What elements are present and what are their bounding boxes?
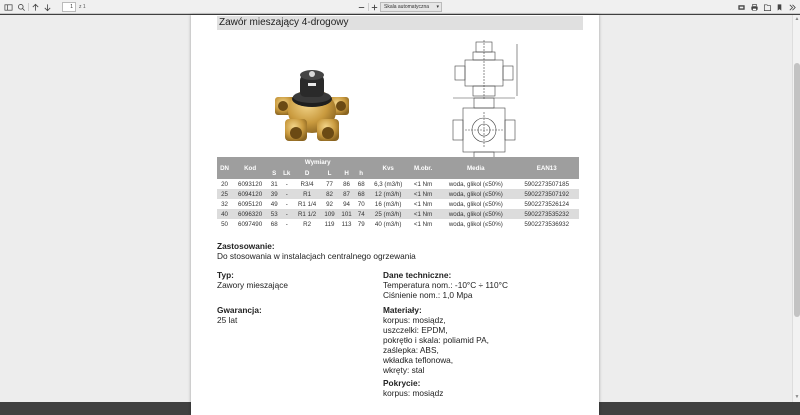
warranty-section	[217, 305, 367, 325]
table-cell: 6096320	[232, 209, 268, 219]
table-cell: 31	[268, 179, 280, 189]
table-cell: 77	[321, 179, 338, 189]
table-cell: 119	[321, 219, 338, 229]
table-cell: 16 (m3/h)	[367, 199, 409, 209]
table-cell: 92	[321, 199, 338, 209]
table-cell: woda, glikol (≤50%)	[437, 209, 514, 219]
th-kod: Kod	[232, 157, 268, 179]
table-cell: R1 1/4	[293, 199, 321, 209]
table-cell: 50	[217, 219, 232, 229]
materials-line: korpus: mosiądz,	[383, 315, 446, 325]
arrow-down-icon	[43, 3, 52, 12]
bookmark-icon	[775, 3, 784, 12]
warranty-heading: Gwarancja:	[217, 305, 262, 315]
zoom-in-button[interactable]	[369, 2, 379, 12]
table-cell: -	[280, 219, 293, 229]
table-cell: R3/4	[293, 179, 321, 189]
table-cell: 25 (m3/h)	[367, 209, 409, 219]
find-button[interactable]	[16, 2, 26, 12]
table-cell: woda, glikol (≤50%)	[437, 199, 514, 209]
arrow-up-icon	[31, 3, 40, 12]
usage-heading: Zastosowanie:	[217, 241, 275, 251]
table-row	[217, 179, 579, 189]
table-cell: 70	[355, 199, 367, 209]
table-cell: <1 Nm	[409, 219, 437, 229]
usage-text: Do stosowania w instalacjach centralnego ogrzewania	[217, 251, 416, 261]
vertical-scrollbar[interactable]	[792, 15, 800, 402]
table-cell: 5902273535232	[514, 209, 579, 219]
table-cell: 39	[268, 189, 280, 199]
page-number-input[interactable]: 1	[62, 2, 76, 12]
table-cell: woda, glikol (≤50%)	[437, 189, 514, 199]
plus-icon	[370, 3, 379, 12]
table-cell: 6094120	[232, 189, 268, 199]
materials-line: wkładka teflonowa,	[383, 355, 454, 365]
chevron-down-icon: ▾	[436, 4, 439, 10]
materials-line: zaślepka: ABS,	[383, 345, 439, 355]
materials-line: wkręty: stal	[383, 365, 425, 375]
scroll-up-icon[interactable]: ▲	[794, 16, 800, 22]
bookmark-button[interactable]	[774, 2, 784, 12]
table-cell: R1 1/2	[293, 209, 321, 219]
table-cell: 86	[338, 179, 355, 189]
th-group-wymiary: Wymiary	[268, 157, 367, 168]
pdf-page	[191, 15, 599, 415]
save-button[interactable]	[762, 2, 772, 12]
th-kvs: Kvs	[367, 157, 409, 179]
table-cell: -	[280, 189, 293, 199]
page-count: z 1	[79, 4, 86, 10]
table-cell: 68	[355, 179, 367, 189]
valve-photo	[271, 53, 353, 151]
previous-page-button[interactable]	[30, 2, 40, 12]
th-l: L	[321, 168, 338, 179]
type-text: Zawory mieszające	[217, 280, 289, 290]
table-cell: 6,3 (m3/h)	[367, 179, 409, 189]
table-row	[217, 189, 579, 199]
table-cell: 12 (m3/h)	[367, 189, 409, 199]
table-cell: 109	[321, 209, 338, 219]
scrollbar-thumb[interactable]	[794, 63, 800, 317]
th-s: S	[268, 168, 280, 179]
table-cell: 87	[338, 189, 355, 199]
spec-table	[217, 157, 579, 229]
table-cell: 68	[268, 219, 280, 229]
table-cell: <1 Nm	[409, 209, 437, 219]
presentation-icon	[737, 3, 746, 12]
coating-heading: Pokrycie:	[383, 378, 421, 388]
table-cell: 113	[338, 219, 355, 229]
th-media: Media	[437, 157, 514, 179]
table-cell: -	[280, 209, 293, 219]
page-title: Zawór mieszający 4-drogowy	[217, 16, 583, 30]
table-cell: 6095120	[232, 199, 268, 209]
toolbar-separator	[28, 3, 29, 11]
print-button[interactable]	[749, 2, 759, 12]
technical-drawing	[451, 40, 521, 170]
type-heading: Typ:	[217, 270, 234, 280]
table-cell: woda, glikol (≤50%)	[437, 219, 514, 229]
materials-line: pokrętło i skala: poliamid PA,	[383, 335, 489, 345]
table-row	[217, 199, 579, 209]
table-cell: 79	[355, 219, 367, 229]
table-cell: 5902273507192	[514, 189, 579, 199]
sidebar-icon	[4, 3, 13, 12]
table-cell: 40 (m3/h)	[367, 219, 409, 229]
th-mobr: M.obr.	[409, 157, 437, 179]
tools-button[interactable]	[787, 2, 797, 12]
materials-heading: Materiały:	[383, 305, 422, 315]
table-cell: -	[280, 179, 293, 189]
table-cell: woda, glikol (≤50%)	[437, 179, 514, 189]
table-row	[217, 209, 579, 219]
tech-heading: Dane techniczne:	[383, 270, 452, 280]
table-cell: 5902273507185	[514, 179, 579, 189]
th-lk: Lk	[280, 168, 293, 179]
table-cell: 74	[355, 209, 367, 219]
table-cell: 32	[217, 199, 232, 209]
th-h: H	[338, 168, 355, 179]
table-cell: 101	[338, 209, 355, 219]
tech-section	[383, 270, 583, 300]
tech-line: Temperatura nom.: -10°C ÷ 110°C	[383, 280, 508, 290]
warranty-text: 25 lat	[217, 315, 238, 325]
table-cell: 20	[217, 179, 232, 189]
zoom-out-button[interactable]	[356, 2, 366, 12]
next-page-button[interactable]	[42, 2, 52, 12]
th-h-small: h	[355, 168, 367, 179]
double-chevron-right-icon	[788, 3, 797, 12]
table-cell: R1	[293, 189, 321, 199]
table-cell: <1 Nm	[409, 179, 437, 189]
table-cell: 82	[321, 189, 338, 199]
table-cell: 6093120	[232, 179, 268, 189]
sidebar-toggle-button[interactable]	[3, 2, 13, 12]
table-cell: 25	[217, 189, 232, 199]
coating-section	[383, 378, 583, 398]
presentation-mode-button[interactable]	[736, 2, 746, 12]
table-cell: <1 Nm	[409, 199, 437, 209]
type-section	[217, 270, 367, 290]
table-cell: 68	[355, 189, 367, 199]
table-cell: 6097490	[232, 219, 268, 229]
th-dn: DN	[217, 157, 232, 179]
materials-line: uszczelki: EPDM,	[383, 325, 448, 335]
search-icon	[17, 3, 26, 12]
tech-line: Ciśnienie nom.: 1,0 Mpa	[383, 290, 473, 300]
scroll-down-icon[interactable]: ▼	[794, 394, 800, 400]
pdf-toolbar	[0, 0, 800, 14]
th-ean13: EAN13	[514, 157, 579, 179]
table-cell: 49	[268, 199, 280, 209]
print-icon	[750, 3, 759, 12]
th-d: D	[293, 168, 321, 179]
table-cell: <1 Nm	[409, 189, 437, 199]
table-cell: 5902273536932	[514, 219, 579, 229]
table-cell: 40	[217, 209, 232, 219]
zoom-select[interactable]	[380, 2, 442, 12]
table-cell: R2	[293, 219, 321, 229]
table-cell: 94	[338, 199, 355, 209]
save-icon	[763, 3, 772, 12]
table-cell: 53	[268, 209, 280, 219]
usage-section	[217, 241, 577, 261]
table-row	[217, 219, 579, 229]
minus-icon	[357, 3, 366, 12]
coating-line: korpus: mosiądz	[383, 388, 444, 398]
zoom-select-value: Skala automatyczna	[384, 4, 430, 10]
materials-section	[383, 305, 583, 375]
table-cell: -	[280, 199, 293, 209]
table-cell: 5902273526124	[514, 199, 579, 209]
